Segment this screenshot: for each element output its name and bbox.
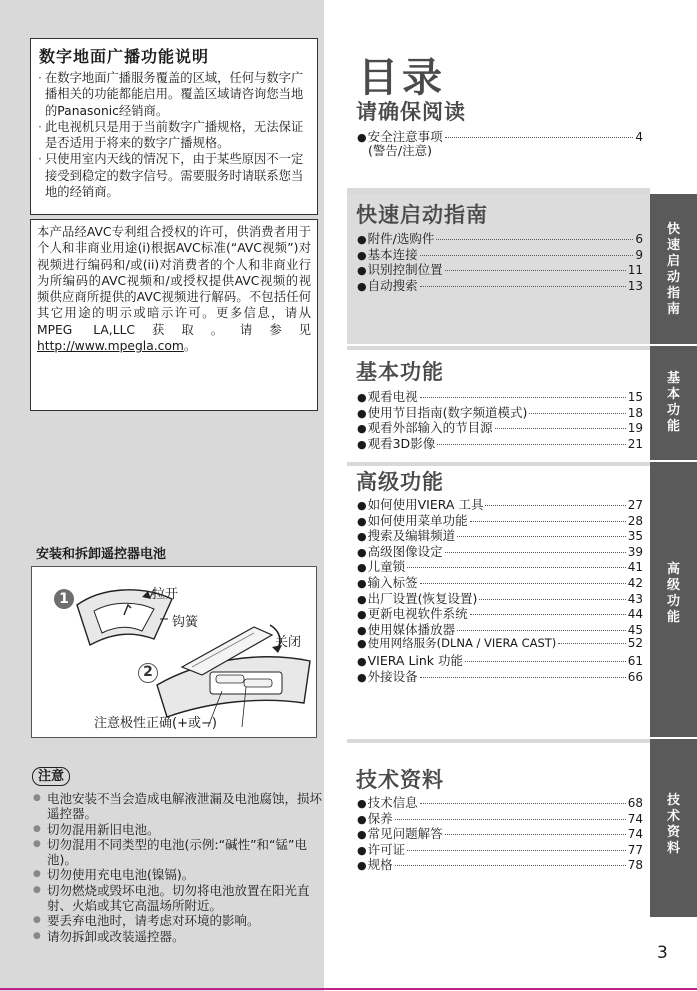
bullet-icon: ●	[357, 545, 367, 559]
tab-char: 能	[666, 610, 680, 625]
toc-entry[interactable]	[357, 434, 643, 450]
toc-entry-page: 35	[627, 529, 643, 544]
caution-list	[33, 791, 323, 944]
caution-item: ● 电池安装不当会造成电解液泄漏及电池腐蚀，损坏遥控器。	[33, 791, 323, 822]
toc-entry[interactable]	[357, 495, 643, 511]
toc-entry-page: 11	[627, 263, 643, 278]
digital-broadcast-title: 数字地面广播功能说明	[39, 47, 210, 66]
toc-entry-label: 常见问题解答	[367, 826, 443, 842]
toc-entry[interactable]	[357, 667, 643, 683]
bullet-icon: ●	[357, 264, 367, 278]
tab-char: 能	[666, 419, 680, 434]
step-1-badge: 1	[54, 589, 74, 609]
toc-entry-label: 观看外部输入的节目源	[367, 420, 493, 436]
toc-entry-page: 9	[635, 247, 643, 262]
bullet-icon: ●	[357, 797, 367, 810]
leader-dots	[437, 444, 626, 445]
digital-broadcast-item: · 在数字地面广播服务覆盖的区域，任何与数字广播相关的功能都能启用。覆盖区域请咨询您当地的Panasonic经销商。	[39, 70, 309, 119]
tab-char: 高	[666, 562, 680, 577]
toc-entry[interactable]	[357, 127, 643, 143]
leader-dots	[420, 255, 634, 256]
toc-entry-label: 保养	[367, 810, 393, 826]
toc-entry-label: 基本连接	[367, 246, 418, 262]
leader-dots	[395, 865, 626, 866]
section-band	[347, 346, 650, 350]
toc-entry-page: 78	[627, 858, 643, 873]
bullet-icon: ●	[357, 670, 367, 684]
bullet-icon: ●	[357, 514, 367, 528]
tab-char: 技	[666, 793, 680, 808]
digital-broadcast-item: · 此电视机只是用于当前数字广播规格，无法保证是否适用于将来的数字广播规格。	[39, 119, 309, 152]
tab-char: 功	[666, 403, 680, 418]
bullet-icon: ●	[357, 530, 367, 544]
toc-entry-label: 观看3D影像	[367, 435, 436, 451]
toc-entry[interactable]	[357, 604, 643, 620]
section-title-quick-start: 快速启动指南	[356, 203, 488, 227]
toc-entry-label: 如何使用VIERA 工具	[367, 497, 484, 512]
toc-entry-label: 使用节目指南(数字频道模式)	[367, 404, 528, 420]
tab-char: 术	[666, 809, 680, 824]
bullet-icon: ●	[357, 499, 367, 512]
toc-entry-label: 许可证	[367, 841, 406, 857]
leader-dots	[420, 677, 626, 678]
bullet-icon: ●	[357, 654, 367, 668]
tab-char: 料	[666, 841, 680, 856]
toc-entry-page: 77	[627, 842, 643, 857]
toc-list-advanced	[357, 495, 643, 682]
bullet-icon: ●	[357, 279, 367, 293]
section-title-must-read: 请确保阅读	[356, 100, 466, 124]
toc-entry[interactable]	[357, 526, 643, 542]
leader-dots	[479, 599, 625, 600]
toc-entry[interactable]	[357, 557, 643, 573]
avc-license-end: 。	[183, 339, 197, 354]
toc-entry-label: 更新电视软件系统	[367, 606, 468, 622]
toc-list-quick-start	[357, 229, 643, 291]
avc-license-text: 本产品经AVC专利组合授权的许可，供消费者用于个人和非商业用途(i)根据AVC标准(“AVC视频”)对视频进行编码和/或(ii)对消费者的个人和非商业行为所编码的AVC视频和/或授权提供AVC视频的视频供应商所提供的AVC视频进行解码。不包括任何其它用途的明示或暗示许可。更多信息，请从MPEG LA,LLC获取。请参见	[37, 225, 311, 337]
toc-entry-label: 自动搜索	[367, 277, 418, 293]
section-title-technical: 技术资料	[356, 768, 444, 792]
leader-dots	[445, 834, 626, 835]
close-label: 关闭	[275, 635, 302, 650]
toc-entry-label: 外接设备	[367, 668, 418, 684]
toc-entry-label: 输入标签	[367, 574, 418, 590]
toc-entry-label: 附件/选购件	[367, 231, 435, 246]
toc-entry-page: 42	[627, 575, 643, 590]
bullet-icon: ●	[357, 608, 367, 622]
caution-label: 注意	[32, 767, 70, 786]
toc-entry[interactable]	[357, 403, 643, 419]
digital-broadcast-item: · 只使用室内天线的情况下，由于某些原因不一定接受到稳定的数字信号。需要服务时请联系您当地的经销商。	[39, 151, 309, 200]
tab-char: 速	[666, 238, 680, 253]
leader-dots	[485, 505, 625, 506]
leader-dots	[420, 286, 626, 287]
avc-license-notice	[30, 219, 318, 411]
toc-entry-label: 搜索及编辑频道	[367, 528, 456, 544]
bullet-icon: ●	[357, 576, 367, 590]
toc-entry[interactable]	[357, 260, 643, 276]
tab-char: 南	[666, 302, 680, 317]
bullet-icon: ●	[357, 637, 367, 651]
toc-entry-page: 41	[627, 560, 643, 575]
bullet-icon: ●	[357, 391, 367, 404]
caution-item: ● 切勿使用充电电池(镍镉)。	[33, 867, 323, 882]
toc-list-must-read	[357, 127, 643, 158]
battery-illustration	[31, 566, 317, 738]
tab-char: 功	[666, 594, 680, 609]
digital-broadcast-notice	[30, 38, 318, 215]
toc-entry-page: 4	[635, 130, 643, 144]
leader-dots	[407, 850, 626, 851]
caution-item: ● 要丢弃电池时，请考虑对环境的影响。	[33, 913, 323, 928]
toc-entry-label: 观看电视	[367, 389, 418, 404]
toc-entry-page: 6	[635, 232, 643, 246]
tab-basic[interactable]	[650, 346, 697, 460]
leader-dots	[445, 137, 634, 138]
toc-entry-page: 68	[627, 796, 643, 810]
leader-dots	[445, 270, 626, 271]
tab-advanced[interactable]	[650, 462, 697, 737]
toc-entry-label: VIERA Link 功能	[367, 652, 464, 668]
tab-char: 指	[666, 286, 680, 301]
bullet-icon: ●	[357, 843, 367, 857]
bullet-icon: ●	[357, 422, 367, 436]
leader-dots	[470, 614, 626, 615]
toc-entry-page: 74	[627, 811, 643, 826]
toc-entry-page: 74	[627, 827, 643, 842]
section-title-advanced: 高级功能	[356, 470, 444, 494]
leader-dots	[558, 643, 625, 644]
caution-item: ● 请勿拆卸或改装遥控器。	[33, 929, 323, 944]
toc-entry[interactable]	[357, 573, 643, 589]
toc-list-basic	[357, 387, 643, 449]
toc-entry-page: 19	[627, 421, 643, 436]
tab-char: 启	[666, 254, 680, 269]
toc-entry[interactable]	[357, 245, 643, 261]
caution-item: ● 切勿混用新旧电池。	[33, 822, 323, 837]
leader-dots	[457, 536, 626, 537]
toc-entry[interactable]	[357, 635, 643, 651]
toc-entry[interactable]	[357, 620, 643, 636]
toc-entry-label: 技术信息	[367, 795, 418, 810]
toc-entry-label: 安全注意事项	[367, 129, 443, 144]
tab-char: 动	[666, 270, 680, 285]
leader-dots	[457, 630, 626, 631]
page-number: 3	[657, 943, 668, 963]
toc-entry-page: 21	[627, 436, 643, 451]
bottom-rule	[0, 988, 697, 990]
toc-entry-label: 使用网络服务(DLNA / VIERA CAST)	[367, 636, 557, 651]
leader-dots	[395, 819, 626, 820]
bullet-icon: ●	[357, 406, 367, 420]
polarity-label: 注意极性正确(+或−)	[94, 716, 217, 731]
bullet-icon: ●	[357, 859, 367, 873]
leader-dots	[420, 397, 626, 398]
step-2-badge: 2	[138, 663, 158, 683]
bullet-icon: ●	[357, 812, 367, 826]
leader-dots	[529, 413, 625, 414]
toc-entry[interactable]	[357, 542, 643, 558]
pull-label: 拉开	[152, 587, 179, 602]
toc-entry-page: 13	[627, 278, 643, 293]
bullet-icon: ●	[357, 623, 367, 637]
battery-section-heading: 安装和拆卸遥控器电池	[36, 547, 167, 562]
toc-entry-page: 39	[627, 544, 643, 559]
toc-entry-page: 18	[627, 405, 643, 420]
leader-dots	[436, 239, 633, 240]
bullet-icon: ●	[357, 437, 367, 451]
toc-entry-page: 15	[627, 390, 643, 404]
bullet-icon: ●	[357, 233, 367, 246]
toc-entry-label: 识别控制位置	[367, 262, 443, 278]
section-band	[347, 739, 650, 743]
toc-entry[interactable]	[357, 651, 643, 667]
toc-entry-label: 高级图像设定	[367, 543, 443, 559]
toc-title: 目录	[358, 55, 446, 101]
bullet-icon: ●	[357, 248, 367, 262]
bullet-icon: ●	[357, 131, 367, 144]
toc-entry-page: 45	[627, 622, 643, 637]
toc-entry-page: 28	[627, 513, 643, 528]
leader-dots	[445, 552, 626, 553]
mpegla-link[interactable]: http://www.mpegla.com	[37, 339, 184, 354]
caution-item: ● 切勿混用不同类型的电池(示例:“碱性”和“锰”电池)。	[33, 837, 323, 868]
leader-dots	[465, 661, 626, 662]
section-title-basic: 基本功能	[356, 360, 444, 384]
bullet-icon: ●	[357, 828, 367, 842]
toc-entry-label: 儿童锁	[367, 559, 406, 575]
bullet-icon: ●	[357, 592, 367, 606]
leader-dots	[470, 521, 626, 522]
toc-entry-page: 43	[627, 591, 643, 606]
leader-dots	[420, 583, 626, 584]
toc-entry-label: 使用媒体播放器	[367, 621, 456, 637]
toc-entry[interactable]	[357, 387, 643, 403]
toc-entry-subtitle: (警告/注意)	[368, 142, 432, 158]
toc-entry-page: 27	[627, 498, 643, 512]
caution-item: ● 切勿燃烧或毁坏电池。切勿将电池放置在阳光直射、火焰或其它高温场所附近。	[33, 883, 323, 914]
leader-dots	[495, 428, 626, 429]
toc-entry[interactable]	[357, 840, 643, 856]
toc-entry[interactable]	[357, 276, 643, 292]
bullet-icon: ●	[357, 561, 367, 575]
tab-char: 本	[666, 387, 680, 402]
tab-technical[interactable]	[650, 739, 697, 917]
leader-dots	[420, 803, 626, 804]
toc-entry[interactable]	[357, 511, 643, 527]
toc-entry-page: 44	[627, 607, 643, 622]
toc-entry[interactable]	[357, 229, 643, 245]
tab-char: 快	[666, 222, 680, 237]
toc-entry[interactable]	[357, 793, 643, 809]
toc-entry-page: 61	[627, 653, 643, 668]
tab-char: 级	[666, 578, 680, 593]
leader-dots	[407, 567, 626, 568]
toc-entry-label: 如何使用菜单功能	[367, 512, 468, 528]
hook-label: 钩簧	[172, 615, 199, 630]
tab-char: 基	[666, 371, 680, 386]
toc-entry[interactable]	[357, 824, 643, 840]
toc-entry-label: 规格	[367, 857, 393, 873]
toc-entry-page: 66	[627, 669, 643, 684]
toc-entry-label: 出厂设置(恢复设置)	[367, 590, 478, 606]
toc-list-technical	[357, 793, 643, 871]
toc-entry[interactable]	[357, 589, 643, 605]
toc-entry-page: 52	[627, 636, 643, 651]
tab-quick-start[interactable]	[650, 194, 697, 344]
tab-char: 资	[666, 825, 680, 840]
